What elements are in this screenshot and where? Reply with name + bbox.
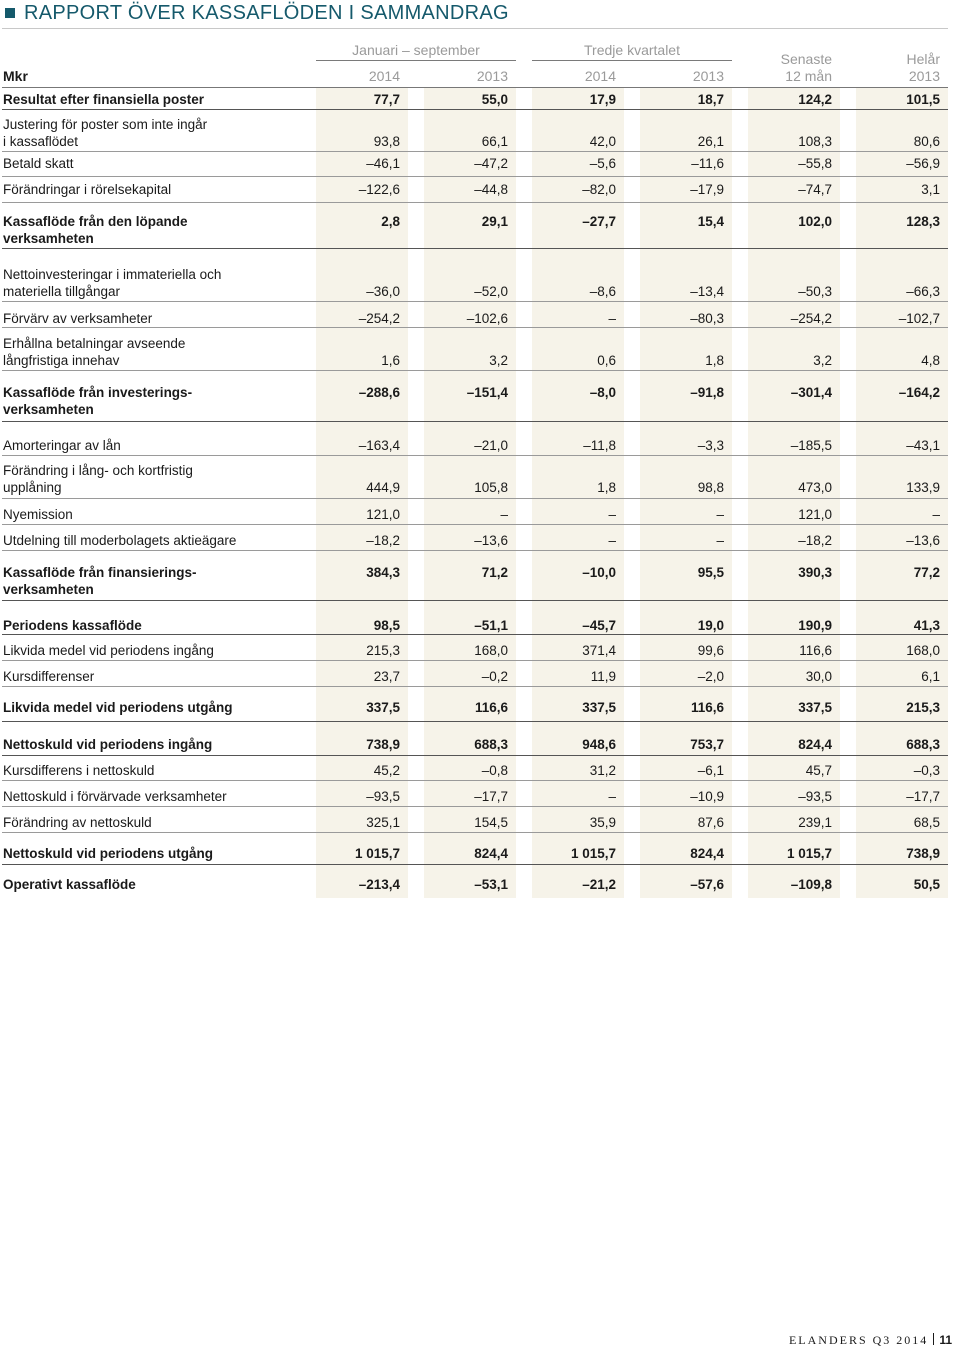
row-divider [2,832,948,833]
cell-value: –21,0 [474,438,508,453]
row-divider [2,455,948,456]
group-underline [532,60,732,61]
row-label-line: Kassaflöde från investerings- [3,385,193,400]
row-label-line: Likvida medel vid periodens ingång [3,643,214,658]
col-header-ltm-line2: 12 mån [785,68,832,84]
cell-value: –109,8 [790,877,832,892]
row-divider [2,634,948,635]
cell-value: 824,4 [798,737,832,752]
group-header-q3: Tredje kvartalet [584,42,680,58]
cell-value: 98,8 [697,480,724,495]
row-divider [2,864,948,865]
cell-value: –91,8 [690,385,724,400]
cell-value: 68,5 [913,815,940,830]
cell-value: 26,1 [697,134,724,149]
cell-value: 948,6 [582,737,616,752]
cell-value: 215,3 [906,700,940,715]
cell-value: 190,9 [798,618,832,633]
report-title-bar [5,3,509,23]
cell-value: 116,6 [799,643,832,658]
row-label-line: Nettoskuld vid periodens utgång [3,846,214,861]
row-label-line: Nyemission [3,507,73,522]
row-label-line: Kursdifferens i nettoskuld [3,763,155,778]
row-label [3,762,303,779]
cell-value: 116,6 [474,700,508,715]
row-label-line: Kassaflöde från den löpande [3,214,188,229]
row-divider [2,301,948,302]
row-label [3,532,303,549]
cell-value: 133,9 [906,480,940,495]
row-divider [2,550,948,551]
cell-value: 116,6 [690,700,724,715]
cell-value: –17,9 [690,182,724,197]
cell-value: 3,1 [921,182,940,197]
cell-value: 93,8 [373,134,400,149]
cell-value: –8,0 [589,385,616,400]
cell-value: –50,3 [798,284,832,299]
cell-value: –46,1 [366,156,400,171]
cell-value: – [608,789,616,804]
col-header-fy-line1: Helår [906,51,940,67]
cell-value: –45,7 [582,618,616,633]
cell-value: –27,7 [582,214,616,229]
cell-value: –56,9 [906,156,940,171]
cell-value: –17,7 [474,789,508,804]
row-divider [2,151,948,152]
group-underline [316,60,516,61]
cell-value: 168,0 [474,643,508,658]
cell-value: –102,6 [466,311,508,326]
cell-value: 0,6 [597,353,616,368]
cell-value: –0,3 [913,763,940,778]
cell-value: –185,5 [790,438,832,453]
cell-value: 128,3 [906,214,940,229]
row-label [3,617,303,634]
row-label [3,266,303,300]
cell-value: 1 015,7 [354,846,400,861]
cell-value: 473,0 [798,480,832,495]
row-label-line: Förändring av nettoskuld [3,815,152,830]
row-label-line: verksamheten [3,402,94,417]
row-label-line: verksamheten [3,231,94,246]
row-label [3,668,303,685]
cell-value: 688,3 [474,737,508,752]
row-divider [2,202,948,203]
cell-value: 55,0 [481,92,508,107]
cell-value: –3,3 [697,438,724,453]
cell-value: 31,2 [589,763,616,778]
row-label-line: Likvida medel vid periodens utgång [3,700,233,715]
row-label-line: Förändring i lång- och kortfristig [3,463,193,478]
cell-value: 19,0 [697,618,724,633]
cell-value: 105,8 [474,480,508,495]
cell-value: –44,8 [474,182,508,197]
cell-value: 124,2 [798,92,832,107]
row-label [3,699,303,716]
row-label [3,181,303,198]
col-header-year: 2014 [368,68,400,84]
row-label [3,384,303,418]
cell-value: –301,4 [790,385,832,400]
cell-value: 30,0 [805,669,832,684]
cell-value: 3,2 [489,353,508,368]
cell-value: – [716,507,724,522]
row-label-line: långfristiga innehav [3,353,120,368]
row-label-line: Kursdifferenser [3,669,95,684]
cell-value: –5,6 [589,156,616,171]
row-label-line: Betald skatt [3,156,74,171]
row-label [3,845,303,862]
row-label [3,462,303,496]
cell-value: –163,4 [358,438,400,453]
cell-value: 753,7 [690,737,724,752]
row-divider [2,248,948,249]
cell-value: –82,0 [582,182,616,197]
row-label-line: Operativt kassaflöde [3,877,136,892]
cell-value: 337,5 [366,700,400,715]
cell-value: –74,7 [798,182,832,197]
col-header-fy-line2: 2013 [908,68,940,84]
cell-value: 35,9 [589,815,616,830]
row-label [3,91,303,108]
row-divider [2,660,948,661]
cell-value: 87,6 [697,815,724,830]
cell-value: –17,7 [906,789,940,804]
row-divider [2,421,948,422]
cell-value: 154,5 [474,815,508,830]
unit-label: Mkr [3,68,28,84]
row-divider [2,327,948,328]
row-label [3,876,303,893]
cell-value: –11,8 [583,438,616,453]
cell-value: 325,1 [366,815,400,830]
cell-value: –122,6 [358,182,400,197]
cell-value: 824,4 [474,846,508,861]
title-square-icon [5,8,15,18]
title-divider [2,28,948,29]
row-label-line: Utdelning till moderbolagets aktieägare [3,533,237,548]
row-label [3,437,303,454]
cell-value: 4,8 [921,353,940,368]
row-divider [2,755,948,756]
cell-value: – [932,507,940,522]
cell-value: –55,8 [798,156,832,171]
col-header-year: 2013 [692,68,724,84]
cell-value: 45,7 [805,763,832,778]
cell-value: 688,3 [906,737,940,752]
row-divider [2,109,948,110]
cell-value: 29,1 [481,214,508,229]
row-label-line: Justering för poster som inte ingår [3,117,208,132]
col-header-ltm-line1: Senaste [780,51,832,67]
row-label [3,788,303,805]
cell-value: –0,8 [481,763,508,778]
col-header-year: 2013 [476,68,508,84]
cell-value: –13,6 [906,533,940,548]
cell-value: –47,2 [474,156,508,171]
row-label [3,736,303,753]
cell-value: 337,5 [582,700,616,715]
row-divider [2,686,948,687]
row-label [3,310,303,327]
cell-value: –93,5 [798,789,832,804]
cell-value: 11,9 [590,669,616,684]
row-label-line: Nettoskuld i förvärvade verksamheter [3,789,227,804]
row-label [3,155,303,172]
cell-value: –254,2 [790,311,832,326]
header-divider [2,87,948,88]
row-label-line: i kassaflödet [3,134,79,149]
cell-value: – [608,311,616,326]
row-label-line: upplåning [3,480,62,495]
page-footer [789,1333,952,1348]
row-divider [2,806,948,807]
row-label [3,564,303,598]
cell-value: 45,2 [373,763,400,778]
cell-value: – [608,507,616,522]
cell-value: –52,0 [474,284,508,299]
cell-value: –43,1 [906,438,940,453]
cell-value: 215,3 [366,643,400,658]
cell-value: 108,3 [798,134,832,149]
report-title: RAPPORT ÖVER KASSAFLÖDEN I SAMMANDRAG [24,1,509,24]
cell-value: –8,6 [589,284,616,299]
cell-value: 77,7 [373,92,400,107]
cell-value: 1 015,7 [570,846,616,861]
cell-value: 77,2 [913,565,940,580]
row-divider [2,176,948,177]
row-label-line: Periodens kassaflöde [3,618,142,633]
cell-value: 80,6 [913,134,940,149]
cell-value: 41,3 [913,618,940,633]
cell-value: –13,4 [690,284,724,299]
page-number: 11 [939,1333,952,1347]
cell-value: 371,4 [582,643,616,658]
cell-value: –102,7 [898,311,940,326]
cell-value: 3,2 [813,353,832,368]
cell-value: – [716,533,724,548]
cell-value: 17,9 [589,92,616,107]
cell-value: 121,0 [798,507,832,522]
cell-value: –6,1 [697,763,724,778]
row-label [3,213,303,247]
cell-value: 239,1 [798,815,832,830]
cell-value: –151,4 [466,385,508,400]
cell-value: –36,0 [366,284,400,299]
cell-value: –288,6 [358,385,400,400]
cell-value: –164,2 [898,385,940,400]
cell-value: 42,0 [589,134,616,149]
cell-value: 738,9 [366,737,400,752]
cell-value: –18,2 [366,533,400,548]
row-label-line: Amorteringar av lån [3,438,121,453]
cell-value: –93,5 [366,789,400,804]
cell-value: 1,6 [381,353,400,368]
cell-value: –80,3 [690,311,724,326]
cell-value: –18,2 [798,533,832,548]
cell-value: 71,2 [481,565,508,580]
cell-value: –10,9 [690,789,724,804]
col-header-year: 2014 [584,68,616,84]
cell-value: 66,1 [481,134,508,149]
cell-value: 384,3 [366,565,400,580]
cell-value: 168,0 [906,643,940,658]
cell-value: –0,2 [481,669,508,684]
row-label-line: Nettoskuld vid periodens ingång [3,737,213,752]
footer-separator [933,1333,934,1345]
cell-value: 23,7 [373,669,400,684]
cell-value: 2,8 [381,214,400,229]
row-label-line: Erhållna betalningar avseende [3,336,186,351]
cell-value: –21,2 [582,877,616,892]
row-label-line: Förändringar i rörelsekapital [3,182,172,197]
row-label-line: materiella tillgångar [3,284,121,299]
row-divider [2,721,948,722]
row-label [3,335,303,369]
group-header-jan-sep: Januari – september [352,42,480,58]
row-label [3,506,303,523]
cell-value: 121,0 [366,507,400,522]
cell-value: 102,0 [798,214,832,229]
cell-value: 98,5 [373,618,400,633]
cell-value: –11,6 [691,156,724,171]
row-label-line: verksamheten [3,582,94,597]
cell-value: 95,5 [697,565,724,580]
cell-value: –10,0 [582,565,616,580]
row-label-line: Nettoinvesteringar i immateriella och [3,267,222,282]
cell-value: 99,6 [697,643,724,658]
row-label-line: Resultat efter finansiella poster [3,92,205,107]
cell-value: 824,4 [690,846,724,861]
row-label [3,116,303,150]
row-label [3,814,303,831]
cell-value: 15,4 [697,214,724,229]
row-label-line: Förvärv av verksamheter [3,311,153,326]
cell-value: –51,1 [474,618,508,633]
row-divider [2,370,948,371]
row-label [3,642,303,659]
cell-value: –254,2 [358,311,400,326]
cell-value: 18,7 [697,92,724,107]
cell-value: 444,9 [366,480,400,495]
cell-value: 337,5 [798,700,832,715]
row-divider [2,498,948,499]
cell-value: – [608,533,616,548]
row-divider [2,780,948,781]
cell-value: –2,0 [697,669,724,684]
cell-value: 738,9 [906,846,940,861]
cell-value: –57,6 [690,877,724,892]
cell-value: 101,5 [906,92,940,107]
cell-value: –66,3 [906,284,940,299]
row-label-line: Kassaflöde från finansierings- [3,565,197,580]
cell-value: –53,1 [474,877,508,892]
cell-value: –213,4 [358,877,400,892]
row-divider [2,524,948,525]
row-divider [2,600,948,601]
cell-value: –13,6 [474,533,508,548]
cell-value: 50,5 [913,877,940,892]
cell-value: 6,1 [921,669,940,684]
footer-brand: ELANDERS Q3 2014 [788,1333,929,1347]
cell-value: 390,3 [798,565,832,580]
cell-value: 1 015,7 [786,846,832,861]
cell-value: – [500,507,508,522]
cell-value: 1,8 [705,353,724,368]
cell-value: 1,8 [597,480,616,495]
